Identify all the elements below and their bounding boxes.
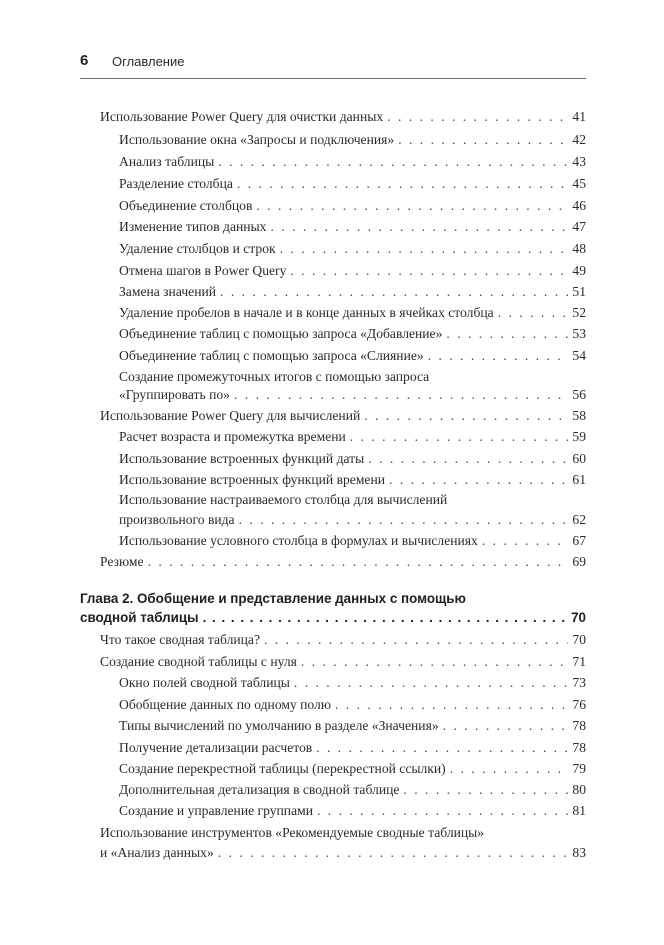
toc-entry[interactable]: «Группировать по» . . . 56: [119, 384, 586, 406]
toc-entry[interactable]: Использование Power Query для вычислений . . . 58: [100, 405, 586, 427]
toc-entry[interactable]: Окно полей сводной таблицы . . . 73: [119, 672, 586, 694]
chapter-title-line1: Глава 2. Обобщение и представление данных с помощью: [80, 591, 466, 606]
toc-entry[interactable]: Типы вычислений по умолчанию в разделе «Значения» . . . 78: [119, 715, 586, 737]
page-header: [80, 52, 586, 79]
toc-entry[interactable]: Использование Power Query для очистки данных . . . 41: [100, 106, 586, 128]
toc-entry[interactable]: Получение детализации расчетов . . . 78: [119, 737, 586, 759]
toc-entry[interactable]: Объединение столбцов . . . 46: [119, 195, 586, 217]
toc-entry-line1: Использование настраиваемого столбца для вычислений: [119, 492, 448, 507]
toc-entry[interactable]: Отмена шагов в Power Query . . . 49: [119, 260, 586, 282]
toc-entry[interactable]: Использование окна «Запросы и подключения» . . . 42: [119, 129, 586, 151]
toc-entry[interactable]: Удаление пробелов в начале и в конце данных в ячейках столбца . . . 52: [119, 302, 586, 324]
toc-entry[interactable]: Замена значений . . . 51: [119, 281, 586, 303]
toc-entry[interactable]: Объединение таблиц с помощью запроса «Добавление» . . . 53: [119, 323, 586, 345]
toc-entry[interactable]: Дополнительная детализация в сводной таблице . . . 80: [119, 779, 586, 801]
toc-entry[interactable]: Анализ таблицы . . . 43: [119, 151, 586, 173]
chapter-entry[interactable]: сводной таблицы . . . 70: [80, 607, 586, 629]
toc-entry[interactable]: Создание сводной таблицы с нуля . . . 71: [100, 651, 586, 673]
toc-entry-line1: Использование инструментов «Рекомендуемые сводные таблицы»: [100, 825, 485, 840]
running-title: Оглавление: [112, 54, 185, 69]
toc-entry[interactable]: Удаление столбцов и строк . . . 48: [119, 238, 586, 260]
toc-entry[interactable]: Расчет возраста и промежутка времени . . . 59: [119, 426, 586, 448]
toc-entry[interactable]: произвольного вида . . . 62: [119, 509, 586, 531]
toc-entry[interactable]: Объединение таблиц с помощью запроса «Слияние» . . . 54: [119, 345, 586, 367]
toc-entry[interactable]: Использование условного столбца в формулах и вычислениях . . . 67: [119, 530, 586, 552]
toc-entry[interactable]: Создание и управление группами . . . 81: [119, 800, 586, 822]
toc-entry[interactable]: Резюме . . . 69: [100, 551, 586, 573]
toc-entry[interactable]: Что такое сводная таблица? . . . 70: [100, 629, 586, 651]
toc-entry[interactable]: Использование встроенных функций даты . . . 60: [119, 448, 586, 470]
toc-entry[interactable]: Обобщение данных по одному полю . . . 76: [119, 694, 586, 716]
page-number: 6: [80, 52, 89, 69]
toc-entry[interactable]: и «Анализ данных» . . . 83: [100, 842, 586, 864]
toc-entry[interactable]: Использование встроенных функций времени . . . 61: [119, 469, 586, 491]
toc-entry[interactable]: Создание перекрестной таблицы (перекрестной ссылки) . . . 79: [119, 758, 586, 780]
toc-entry[interactable]: Изменение типов данных . . . 47: [119, 216, 586, 238]
toc-entry-line1: Создание промежуточных итогов с помощью запроса: [119, 369, 430, 384]
toc-entry[interactable]: Разделение столбца . . . 45: [119, 173, 586, 195]
